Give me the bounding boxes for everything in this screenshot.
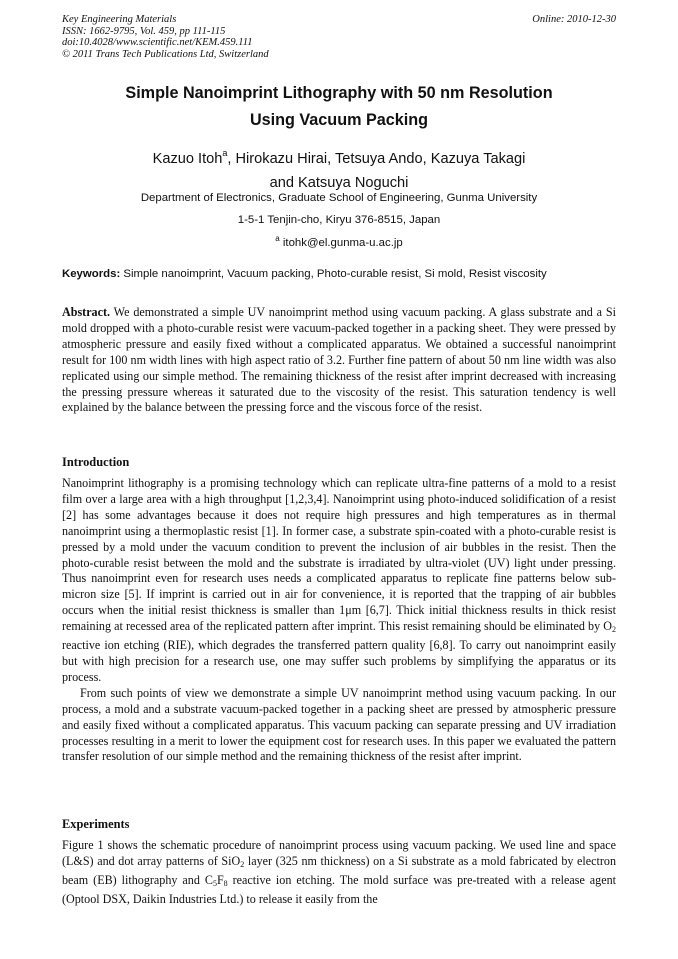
introduction-body <box>62 476 616 765</box>
abstract <box>62 305 616 416</box>
title-line-1: Simple Nanoimprint Lithography with 50 nm Resolution <box>125 84 553 102</box>
email-address: itohk@el.gunma-u.ac.jp <box>282 237 403 249</box>
keywords-label: Keywords: <box>62 268 121 280</box>
affiliation-email <box>62 234 616 249</box>
author-mark: a <box>222 148 228 158</box>
email-mark: a <box>275 234 280 243</box>
intro-paragraph-2: From such points of view we demonstrate a simple UV nanoimprint method using vacuum packing. In our process, a mold and a substrate vacuum-packed together in a packing sheet are pressed by atmospheric pressure and easily fixed without a complicated apparatus. This vacuum packing can separate pressing and UV irradiation processes resulting in a merit to lower the equipment cost for research uses. In this paper we evaluated the pattern transfer resolution of our simple method and the remaining thickness of the resist after imprint. <box>62 685 616 764</box>
journal-name: Key Engineering Materials <box>62 14 177 25</box>
paper-title <box>62 80 616 134</box>
exp-paragraph-1: Figure 1 shows the schematic procedure of nanoimprint process using vacuum packing. We used line and space (L&S) and dot array patterns of SiO$_2$ layer (325 nm thickness) on a Si substrate as a mold fabricated by electron beam (EB) lithography and $C_5F_8$ reactive ion etching. The mold surface was pre-treated with a release agent (Optool DSX, Daikin Industries Ltd.) to release it easily from the <box>62 838 617 906</box>
intro-paragraph-1: Nanoimprint lithography is a promising technology which can replicate ultra-fine patterns of a mold to a resist film over a large area with a high throughput [1,2,3,4]. Nanoimprint using photo-induced solidification of a resist [2] has some advantages because it does not require high pressures and high temperatures as in thermal nanoimprint using a thermoplastic resist [1]. In former case, a substrate spin-coated with a photo-curable resist is pressed by a mold under the vacuum condition to prevent the inclusion of air bubbles in the resist. Then the photo-curable resist between the mold and the substrate is irradiated by ultra-violet (UV) light under pressing. Thus nanoimprint even for research uses needs a complicated apparatus to replicate fine patterns below sub-micron size [5]. If imprint is carried out in air for convenience, it is reported that the trapping of air bubbles occurs when the initial resist thickness is smaller than 1μm [6,7]. Thick initial thickness results in thick resist remaining at recessed area of the replicated pattern after imprint. This resist remaining should be eliminated by $O_2$ reactive ion etching (RIE), which degrades the transferred pattern quality [6,8]. To carry out nanoimprint easily but with high precision for a research use, one may suffer such problems by simplifying the apparatus or its process. <box>62 476 616 684</box>
abstract-label: Abstract. <box>62 305 111 319</box>
experiments-heading: Experiments <box>62 817 130 831</box>
title-line-2: Using Vacuum Packing <box>249 111 429 129</box>
authors-line-1 <box>62 141 616 171</box>
affiliation-dept: Department of Electronics, Graduate School of Engineering, Gunma University <box>140 192 538 204</box>
online-date: Online: 2010-12-30 <box>532 14 616 25</box>
authors-rest: , Hirokazu Hirai, Tetsuya Ando, Kazuya Takagi <box>227 151 526 167</box>
copyright-line: © 2011 Trans Tech Publications Ltd, Switzerland <box>62 48 269 60</box>
abstract-text: We demonstrated a simple UV nanoimprint method using vacuum packing. A glass substrate and a Si mold dropped with a photo-curable resist were vacuum-packed together in a packing sheet. They were pressed by atmospheric pressure and easily fixed without a complicated apparatus. We obtained a successful nanoimprint result for 100 nm width lines with high aspect ratio of 3.2. Further fine pattern of about 50 nm line width was also replicated using our simple method. The remaining thickness of the resist after imprint decreased with increasing the pressing pressure whereas it saturated due to the viscosity of the resist. This saturation tendency is well explained by the balance between the pressing force and the viscous force of the resist. <box>62 305 616 415</box>
journal-header <box>62 14 616 60</box>
doi-line: doi:10.4028/www.scientific.net/KEM.459.111 <box>62 37 253 49</box>
author-list <box>62 141 616 195</box>
introduction-heading: Introduction <box>62 455 130 469</box>
keywords <box>62 268 622 280</box>
issn-line: ISSN: 1662-9795, Vol. 459, pp 111-115 <box>62 25 226 37</box>
authors-line-2: and Katsuya Noguchi <box>269 175 409 191</box>
experiments-body <box>62 838 616 908</box>
author-first: Kazuo Itoh <box>152 151 223 167</box>
affiliation-address: 1-5-1 Tenjin-cho, Kiryu 376-8515, Japan <box>237 214 441 226</box>
keywords-text: Simple nanoimprint, Vacuum packing, Photo-curable resist, Si mold, Resist viscosity <box>123 268 547 280</box>
